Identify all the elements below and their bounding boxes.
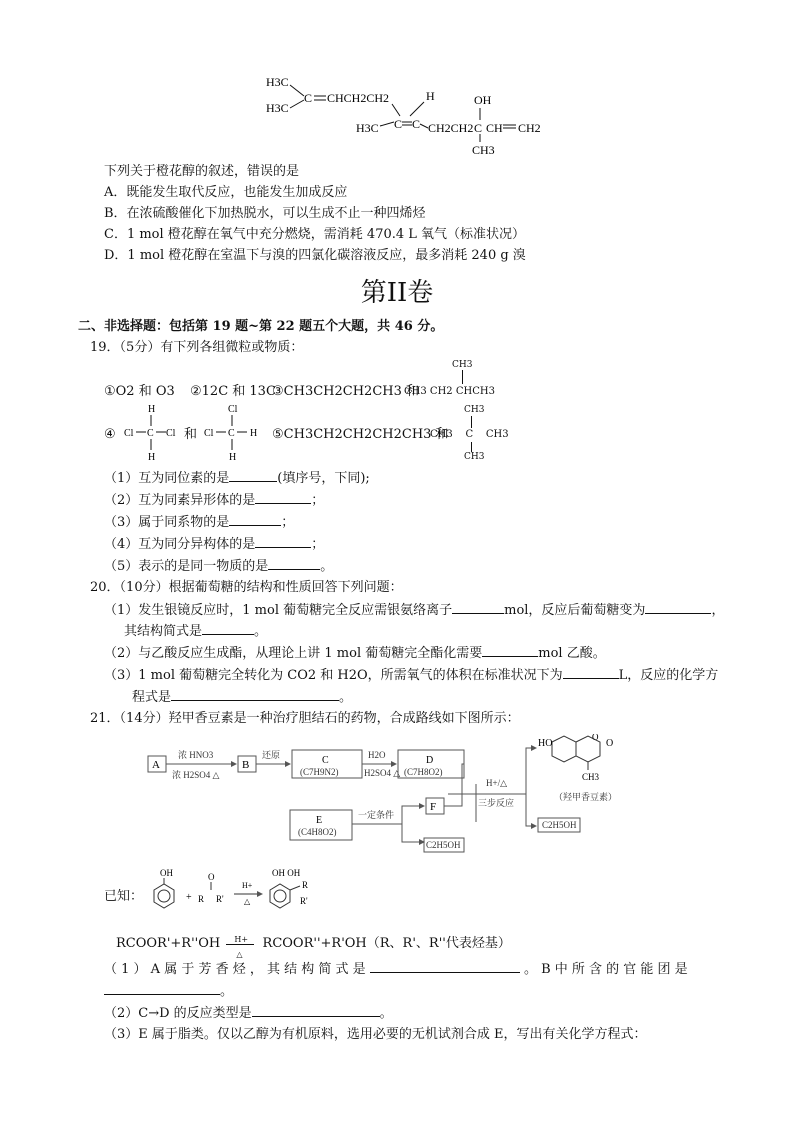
reagent-h-plus: H+/△ — [486, 778, 507, 788]
q19-stem: 19．（5分）有下列各组微粒或物质： — [90, 340, 304, 355]
section-header: 二、非选择题：包括第 19 题~第 22 题五个大题，共 46 分。 — [78, 319, 444, 334]
compound-d: D — [426, 755, 434, 766]
answer-blank[interactable] — [255, 535, 311, 548]
known-reaction — [146, 866, 346, 920]
ch-group: CH — [486, 121, 503, 135]
q19-group-2: ②12C 和 13C — [190, 384, 276, 399]
ho-group: HO — [538, 738, 553, 749]
q19-group-3: ③CH3CH2CH2CH3 和 — [272, 384, 420, 399]
answer-blank[interactable] — [252, 1004, 380, 1017]
compound-d-formula: (C7H8O2) — [404, 767, 443, 777]
cl-atom: Cl — [228, 404, 238, 415]
r-group: R — [302, 880, 309, 890]
q19-g3-ch3: CH3 — [452, 360, 473, 370]
h-atom: H — [148, 404, 156, 415]
cl-atom: Cl — [204, 428, 214, 439]
q19-g5-bond-top — [471, 416, 472, 428]
q19-g5-top: CH3 — [464, 405, 485, 415]
nerolidol-structure — [260, 72, 560, 156]
q18-option-d: D．1 mol 橙花醇在室温下与溴的四氯化碳溶液反应，最多消耗 240 g 溴 — [104, 248, 526, 263]
answer-blank[interactable] — [171, 688, 339, 701]
heat: △ — [244, 897, 251, 906]
ch3-group: CH3 — [472, 143, 495, 156]
reagent-acid: H2SO4 △ — [364, 768, 401, 778]
q19-group-1: ①O2 和 O3 — [104, 384, 175, 399]
c-atom: C — [228, 428, 235, 439]
ketone-o: O — [208, 872, 215, 882]
reagent-sulfuric: 浓 H2SO4 △ — [172, 770, 220, 780]
h-atom: H — [250, 428, 258, 439]
q21-part-2: （2）C→D 的反应类型是 。 — [104, 1006, 393, 1021]
answer-blank[interactable] — [645, 601, 711, 614]
h3c-top: H3C — [266, 75, 289, 89]
reagent-reduce: 还原 — [262, 750, 281, 760]
compound-f: F — [430, 801, 437, 813]
compound-c-formula: (C7H9N2) — [300, 767, 339, 777]
phenol-oh: OH — [160, 868, 173, 878]
ch2-group: CH2 — [518, 121, 541, 135]
q19-g3-isomer: CH3 CH2 CHCH3 — [404, 386, 495, 397]
c-atom-4: C — [474, 121, 483, 135]
q18-option-b: B．在浓硫酸催化下加热脱水，可以生成不止一种四烯烃 — [104, 206, 426, 221]
ester-products: RCOOR''+R'OH（R、R'、R''代表烃基） — [262, 936, 511, 951]
h3c-bottom: H3C — [266, 101, 289, 115]
answer-blank[interactable] — [452, 601, 504, 614]
oh-group: OH — [474, 93, 492, 107]
ester-reactants: RCOOR'+R''OH — [116, 936, 221, 951]
answer-blank[interactable] — [104, 982, 220, 995]
h-atom: H — [148, 452, 156, 463]
compound-b: B — [242, 759, 250, 771]
cl-atom: Cl — [166, 428, 176, 439]
q20-part-1: （1）发生银镜反应时，1 mol 葡萄糖完全反应需银氨络离子 mol，反应后葡萄糖变为 ， — [104, 603, 725, 618]
r-prime-group: R' — [300, 896, 308, 906]
ch3-group: CH3 — [582, 772, 600, 782]
compound-c: C — [322, 755, 329, 766]
ester-arrow: H+ △ — [224, 937, 258, 951]
cl-atom: Cl — [124, 428, 134, 439]
q20-part-1-cont: 其结构简式是 。 — [124, 624, 268, 639]
diol: OH OH — [272, 868, 301, 878]
q20-stem: 20．（10分）根据葡萄糖的结构和性质回答下列问题： — [90, 580, 403, 595]
three-steps-label: 三步反应 — [478, 798, 515, 808]
hymecromone-structure — [538, 734, 613, 782]
q19-g5-bot: CH3 — [464, 452, 485, 462]
q19-group-5: ⑤CH3CH2CH2CH2CH3 和 — [272, 427, 449, 442]
q19-g5-c: CH3 C CH3 — [430, 429, 509, 440]
q19-part-3: （3）属于同系物的是 ； — [104, 515, 295, 530]
q21-part-1-cont: 。 — [104, 982, 233, 1001]
product-ethanol-2: C2H5OH — [542, 820, 577, 830]
known-label: 已知： — [104, 889, 144, 904]
q20-part-3-cont: 程式是 。 — [132, 690, 353, 705]
q19-g5-bond-bot — [471, 442, 472, 452]
chain-2: CH2CH2 — [428, 121, 474, 135]
q18-stem: 下列关于橙花醇的叙述，错误的是 — [104, 164, 300, 179]
answer-blank[interactable] — [202, 622, 254, 635]
synthesis-scheme — [140, 734, 660, 858]
plus-sign: + — [186, 892, 192, 903]
product-ethanol-1: C2H5OH — [426, 840, 461, 850]
compound-a: A — [152, 759, 160, 771]
q19-g4-and: 和 — [184, 427, 198, 442]
q20-part-3: （3）1 mol 葡萄糖完全转化为 CO2 和 H2O，所需氧气的体积在标准状况下为 L，反应的化学方 — [104, 668, 719, 683]
carbonyl-oxygen: O — [606, 738, 614, 749]
h-atom: H — [229, 452, 237, 463]
reagent-water: H2O — [368, 750, 386, 760]
q18-option-a: A．既能发生取代反应，也能发生加成反应 — [104, 185, 348, 200]
answer-blank[interactable] — [482, 644, 538, 657]
ring-oxygen: O — [592, 734, 599, 742]
c-atom: C — [147, 428, 154, 439]
answer-blank[interactable] — [268, 557, 320, 570]
section-title: 第II卷 — [360, 278, 434, 308]
product-name: （羟甲香豆素） — [554, 792, 618, 802]
h-atom: H — [426, 89, 435, 103]
answer-blank[interactable] — [229, 469, 277, 482]
q21-part-1: （ 1 ） A 属 于 芳 香 烃 ， 其 结 构 简 式 是 。 B 中 所 含 的 官 能 团 是 — [104, 962, 688, 977]
q21-part-3: （3）E 属于脂类。仅以乙醇为有机原料，选用必要的无机试剂合成 E，写出有关化学方程式： — [104, 1027, 647, 1042]
q19-g3-bond — [462, 370, 463, 384]
chain-1: CHCH2CH2 — [327, 91, 390, 105]
answer-blank[interactable] — [229, 513, 281, 526]
q19-part-2: （2）互为同素异形体的是 ； — [104, 493, 325, 508]
r-group: R — [198, 894, 205, 904]
ester-exchange — [116, 934, 511, 959]
h3c-mid: H3C — [356, 121, 379, 135]
catalyst: H+ — [242, 881, 253, 890]
q18-option-c: C．1 mol 橙花醇在氧气中充分燃烧，需消耗 470.4 L 氧气（标准状况） — [104, 227, 526, 242]
answer-blank[interactable] — [370, 960, 520, 973]
q19-part-4: （4）互为同分异构体的是 ； — [104, 537, 325, 552]
answer-blank[interactable] — [563, 666, 619, 679]
q19-part-5: （5）表示的是同一物质的是 。 — [104, 559, 334, 574]
r-prime-group: R' — [216, 894, 224, 904]
reagent-condition: 一定条件 — [358, 810, 395, 820]
compound-e: E — [316, 815, 323, 826]
c-atom-2: C — [394, 117, 403, 131]
q21-stem: 21．（14分）羟甲香豆素是一种治疗胆结石的药物，合成路线如下图所示： — [90, 711, 520, 726]
reagent-nitric: 浓 HNO3 — [178, 750, 214, 760]
c-atom-3: C — [412, 117, 421, 131]
answer-blank[interactable] — [255, 491, 311, 504]
compound-e-formula: (C4H8O2) — [298, 827, 337, 837]
q19-part-1: （1）互为同位素的是 (填序号，下同); — [104, 471, 370, 486]
q19-group-4: ④ — [104, 427, 116, 442]
q20-part-2: （2）与乙酸反应生成酯，从理论上讲 1 mol 葡萄糖完全酯化需要 mol 乙酸。 — [104, 646, 606, 661]
c-atom-1: C — [304, 91, 313, 105]
